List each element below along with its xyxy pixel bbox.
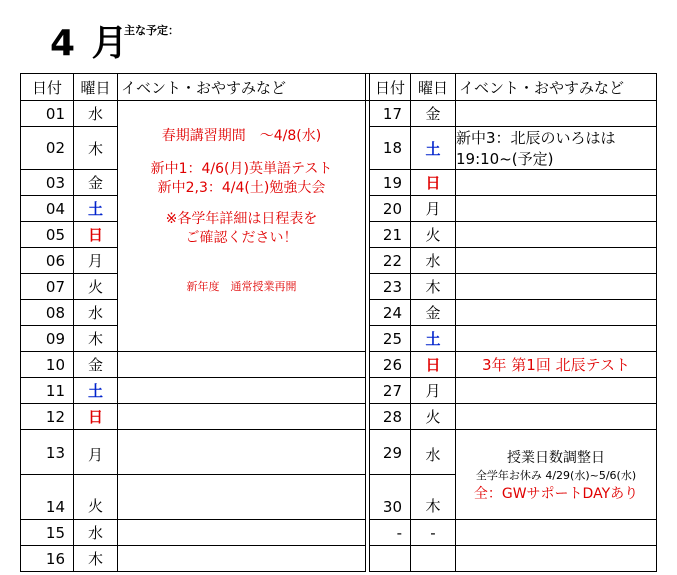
date-cell: 16 bbox=[21, 546, 74, 572]
event-cell bbox=[118, 404, 366, 430]
date-cell: 27 bbox=[370, 378, 411, 404]
adjustment-day-event bbox=[456, 430, 657, 520]
weekday-cell: 月 bbox=[411, 378, 456, 404]
date-cell: 04 bbox=[21, 196, 74, 222]
regular-class-resume: 新年度 通常授業再開 bbox=[186, 280, 297, 293]
date-cell: 19 bbox=[370, 170, 411, 196]
weekday-cell: 土 bbox=[411, 326, 456, 352]
schedule-notice-1: ※各学年詳細は日程表を bbox=[165, 211, 318, 227]
month-title: 4 月 bbox=[50, 23, 130, 64]
date-cell: 08 bbox=[21, 300, 74, 326]
date-cell: 17 bbox=[370, 101, 411, 127]
date-cell: 13 bbox=[21, 430, 74, 475]
header-weekday-left: 曜日 bbox=[74, 74, 118, 101]
date-cell: 07 bbox=[21, 274, 74, 300]
event-cell bbox=[456, 378, 657, 404]
date-cell: 14 bbox=[21, 475, 74, 520]
date-cell: 30 bbox=[370, 475, 411, 520]
date-cell: - bbox=[370, 520, 411, 546]
weekday-cell: 火 bbox=[74, 274, 118, 300]
weekday-cell: 木 bbox=[411, 475, 456, 520]
date-cell: 21 bbox=[370, 222, 411, 248]
event-cell bbox=[456, 248, 657, 274]
header-weekday-right: 曜日 bbox=[411, 74, 456, 101]
event-cell bbox=[456, 546, 657, 572]
weekday-cell: 水 bbox=[74, 520, 118, 546]
spring-course-event bbox=[118, 101, 366, 352]
weekday-cell: 土 bbox=[411, 127, 456, 170]
weekday-cell: 水 bbox=[411, 430, 456, 475]
event-cell bbox=[118, 378, 366, 404]
header-date-left: 日付 bbox=[21, 74, 74, 101]
date-cell: 25 bbox=[370, 326, 411, 352]
weekday-cell: 日 bbox=[74, 404, 118, 430]
event-cell bbox=[456, 274, 657, 300]
weekday-cell: 金 bbox=[74, 352, 118, 378]
weekday-cell: 月 bbox=[411, 196, 456, 222]
table-row bbox=[21, 520, 657, 546]
weekday-cell: 水 bbox=[411, 248, 456, 274]
weekday-cell: 月 bbox=[74, 248, 118, 274]
date-cell bbox=[370, 546, 411, 572]
holiday-period: 全学年お休み 4/29(水)~5/6(水) bbox=[475, 468, 637, 482]
weekday-cell: 月 bbox=[74, 430, 118, 475]
weekday-cell: - bbox=[411, 520, 456, 546]
weekday-cell: 金 bbox=[411, 300, 456, 326]
table-row bbox=[21, 378, 657, 404]
date-cell: 11 bbox=[21, 378, 74, 404]
weekday-cell: 日 bbox=[74, 222, 118, 248]
date-cell: 05 bbox=[21, 222, 74, 248]
new-g23-study: 新中2,3：4/4(土)勉強大会 bbox=[157, 180, 326, 196]
event-cell bbox=[118, 352, 366, 378]
header-row bbox=[21, 74, 657, 101]
event-cell bbox=[118, 475, 366, 520]
header-event-left: イベント・おやすみなど bbox=[118, 74, 366, 101]
date-cell: 15 bbox=[21, 520, 74, 546]
event-cell bbox=[456, 196, 657, 222]
date-cell: 29 bbox=[370, 430, 411, 475]
date-cell: 09 bbox=[21, 326, 74, 352]
weekday-cell: 水 bbox=[74, 300, 118, 326]
date-cell: 26 bbox=[370, 352, 411, 378]
event-cell bbox=[456, 326, 657, 352]
weekday-cell: 金 bbox=[411, 101, 456, 127]
date-cell: 28 bbox=[370, 404, 411, 430]
weekday-cell: 土 bbox=[74, 196, 118, 222]
calendar-table bbox=[20, 73, 657, 572]
event-cell bbox=[118, 546, 366, 572]
event-cell bbox=[456, 520, 657, 546]
date-cell: 22 bbox=[370, 248, 411, 274]
date-cell: 20 bbox=[370, 196, 411, 222]
hokushin-test-event: 3年 第1回 北辰テスト bbox=[456, 352, 657, 378]
header-date-right: 日付 bbox=[370, 74, 411, 101]
table-row bbox=[21, 352, 657, 378]
date-cell: 03 bbox=[21, 170, 74, 196]
event-cell bbox=[456, 222, 657, 248]
weekday-cell: 火 bbox=[74, 475, 118, 520]
weekday-cell: 木 bbox=[74, 326, 118, 352]
gw-support-note: 全：GWサポートDAYあり bbox=[473, 485, 639, 502]
date-cell: 06 bbox=[21, 248, 74, 274]
event-cell bbox=[456, 101, 657, 127]
weekday-cell: 木 bbox=[74, 546, 118, 572]
event-cell bbox=[118, 520, 366, 546]
adjustment-title: 授業日数調整日 bbox=[507, 449, 605, 466]
header-event-right: イベント・おやすみなど bbox=[456, 74, 657, 101]
weekday-cell bbox=[411, 546, 456, 572]
date-cell: 01 bbox=[21, 101, 74, 127]
event-cell bbox=[456, 170, 657, 196]
table-row bbox=[21, 430, 657, 475]
table-row bbox=[21, 101, 657, 127]
date-cell: 02 bbox=[21, 127, 74, 170]
weekday-cell: 金 bbox=[74, 170, 118, 196]
date-cell: 12 bbox=[21, 404, 74, 430]
date-cell: 24 bbox=[370, 300, 411, 326]
weekday-cell: 木 bbox=[411, 274, 456, 300]
weekday-cell: 土 bbox=[74, 378, 118, 404]
weekday-cell: 日 bbox=[411, 170, 456, 196]
hokushin-iroha-event: 新中3：北辰のいろはは19:10~(予定) bbox=[456, 127, 657, 170]
event-cell bbox=[456, 404, 657, 430]
event-cell bbox=[456, 300, 657, 326]
spring-course-period: 春期講習期間 ～4/8(水) bbox=[161, 128, 322, 144]
date-cell: 18 bbox=[370, 127, 411, 170]
weekday-cell: 日 bbox=[411, 352, 456, 378]
weekday-cell: 火 bbox=[411, 222, 456, 248]
table-row bbox=[21, 546, 657, 572]
weekday-cell: 水 bbox=[74, 101, 118, 127]
weekday-cell: 木 bbox=[74, 127, 118, 170]
table-row bbox=[21, 404, 657, 430]
main-schedule-label: 主な予定： bbox=[124, 24, 179, 37]
new-g1-test: 新中1：4/6(月)英単語テスト bbox=[150, 161, 333, 177]
schedule-notice-2: ご確認ください！ bbox=[185, 230, 298, 246]
date-cell: 23 bbox=[370, 274, 411, 300]
date-cell: 10 bbox=[21, 352, 74, 378]
weekday-cell: 火 bbox=[411, 404, 456, 430]
event-cell bbox=[118, 430, 366, 475]
